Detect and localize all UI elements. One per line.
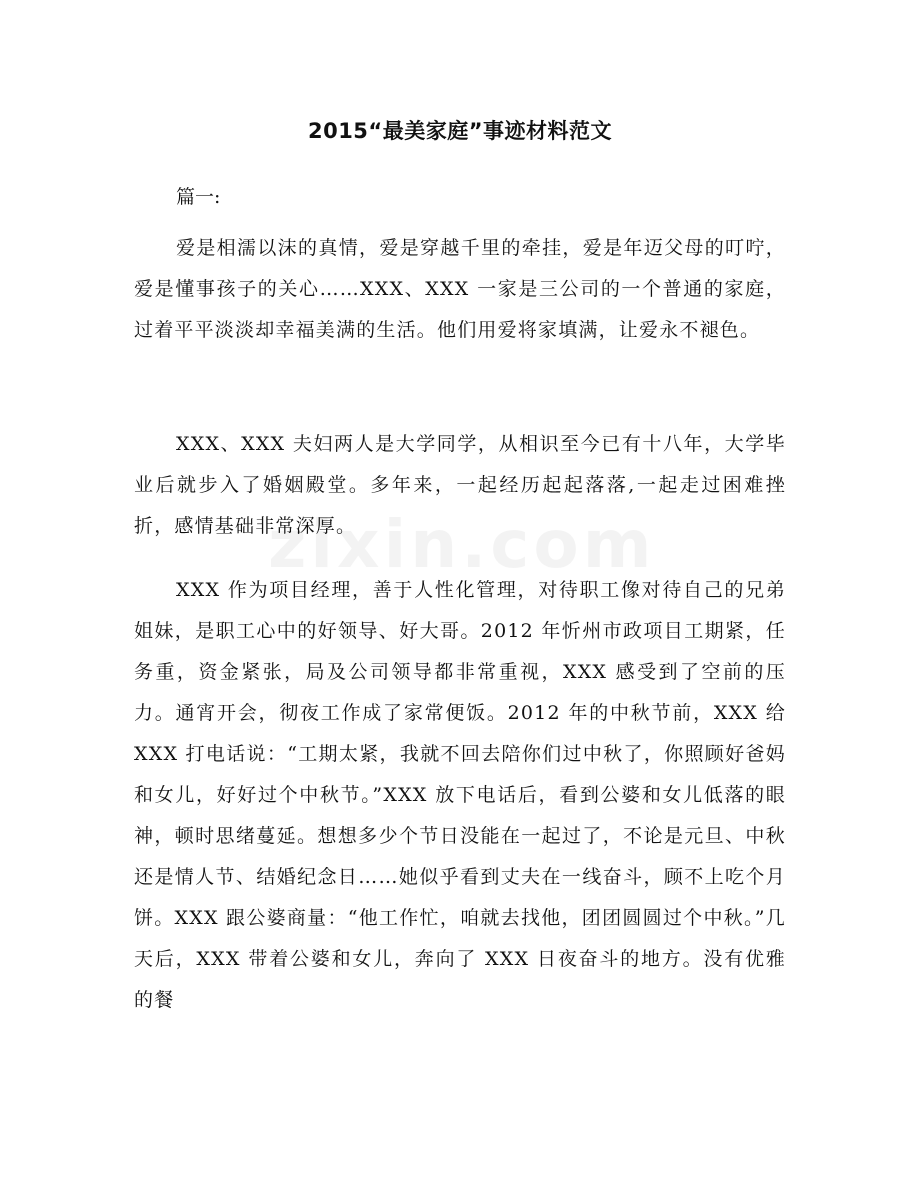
document-title: 2015“最美家庭”事迹材料范文 (307, 119, 613, 143)
paragraph-1: 爱是相濡以沫的真情，爱是穿越千里的牵挂，爱是年迈父母的叮咛，爱是懂事孩子的关心……XXX、XXX 一家是三公司的一个普通的家庭，过着平平淡淡却幸福美满的生活。他们用爱将家填满，让爱永不褪色。 (134, 237, 786, 341)
section-label: 篇一: (176, 186, 221, 208)
paragraph-3: XXX 作为项目经理，善于人性化管理，对待职工像对待自己的兄弟姐妹，是职工心中的好领导、好大哥。2012 年忻州市政项目工期紧，任务重，资金紧张，局及公司领导都非常重视，XXX 感受到了空前的压力。通宵开会，彻夜工作成了家常便饭。2012 年的中秋节前，XXX 给 XXX 打电话说：“工期太紧，我就不回去陪你们过中秋了，你照顾好爸妈和女儿，好好过个中秋节。”XXX 放下电话后，看到公婆和女儿低落的眼神，顿时思绪蔓延。想想多少个节日没能在一起过了，不论是元旦、中秋还是情人节、结婚纪念日……她似乎看到丈夫在一线奋斗，顾不上吃个月饼。XXX 跟公婆商量：“他工作忙，咱就去找他，团团圆圆过个中秋。”几天后，XXX 带着公婆和女儿，奔向了 XXX 日夜奋斗的地方。没有优雅的餐 (134, 579, 786, 1011)
paragraph-2: XXX、XXX 夫妇两人是大学同学，从相识至今已有十八年，大学毕业后就步入了婚姻殿堂。多年来，一起经历起起落落,一起走过困难挫折，感情基础非常深厚。 (134, 433, 786, 537)
